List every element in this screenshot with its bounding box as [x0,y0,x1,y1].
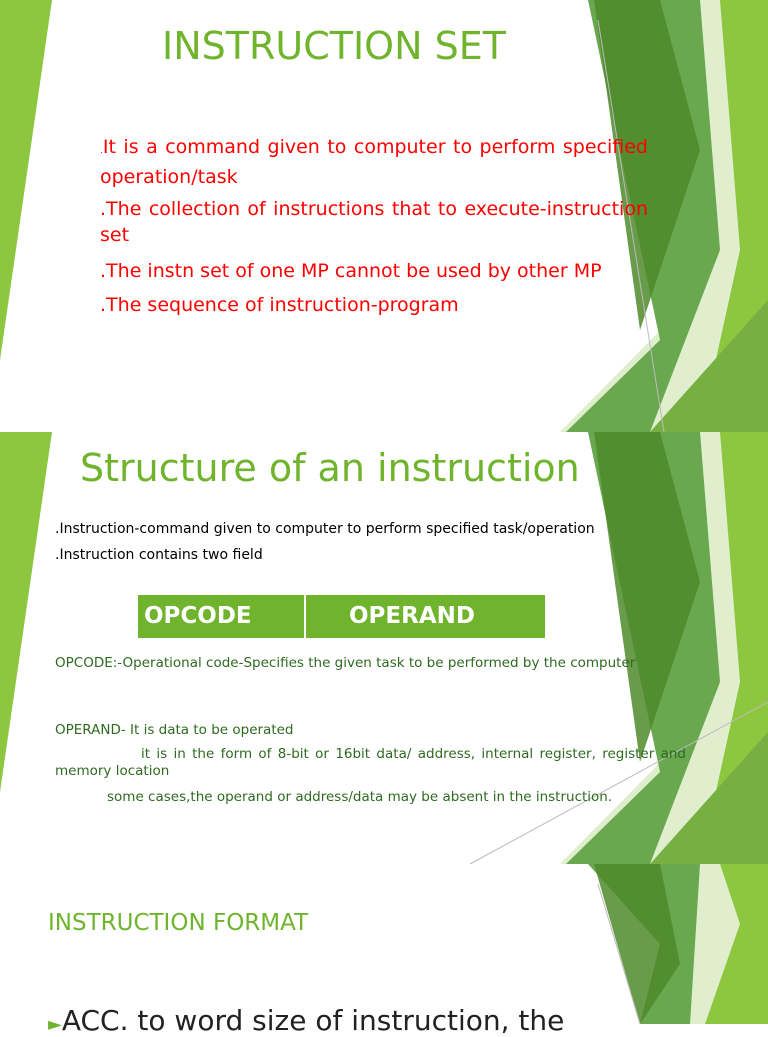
bullet-text: ACC. to word size of instruction, the [61,1004,565,1037]
slide-title: INSTRUCTION SET [162,24,506,68]
operand-cell: OPERAND [349,603,475,629]
slide-instruction-set [0,0,768,432]
bullet-text: It is a command given to computer to perform specified operation/task [100,136,648,188]
bullet-3: .The instn set of one MP cannot be used by other MP [100,260,602,282]
definition-line: .Instruction-command given to computer to perform specified task/operation [55,521,595,537]
operand-heading: OPERAND- It is data to be operated [55,722,294,738]
left-green-wedge [0,432,52,792]
operand-format [55,746,686,780]
bullet-arrow-icon: ► [48,1014,62,1035]
slide-title: Structure of an instruction [80,446,580,490]
operand-absent [55,789,686,806]
slide-instruction-format [0,864,768,1037]
instruction-format-table [138,595,545,638]
slide-structure [0,432,768,864]
bullet-2: .The collection of instructions that to execute-instruction set [100,198,648,246]
operand-absent-text: some cases,the operand or address/data may be absent in the instruction. [107,789,613,805]
fields-line: .Instruction contains two field [55,547,263,563]
opcode-description: OPCODE:-Operational code-Specifies the given task to be performed by the computer [55,655,636,671]
opcode-cell: OPCODE [138,595,306,638]
operand-format-text: it is in the form of 8-bit or 16bit data/ address, internal register, register and memory location [55,746,686,779]
bullet-1 [100,134,648,190]
first-bullet [48,1004,564,1037]
slide-decoration [0,864,768,1024]
bullet-4: .The sequence of instruction-program [100,294,459,316]
bullet-prefix: . [100,146,103,156]
slide-title: INSTRUCTION FORMAT [48,910,309,936]
